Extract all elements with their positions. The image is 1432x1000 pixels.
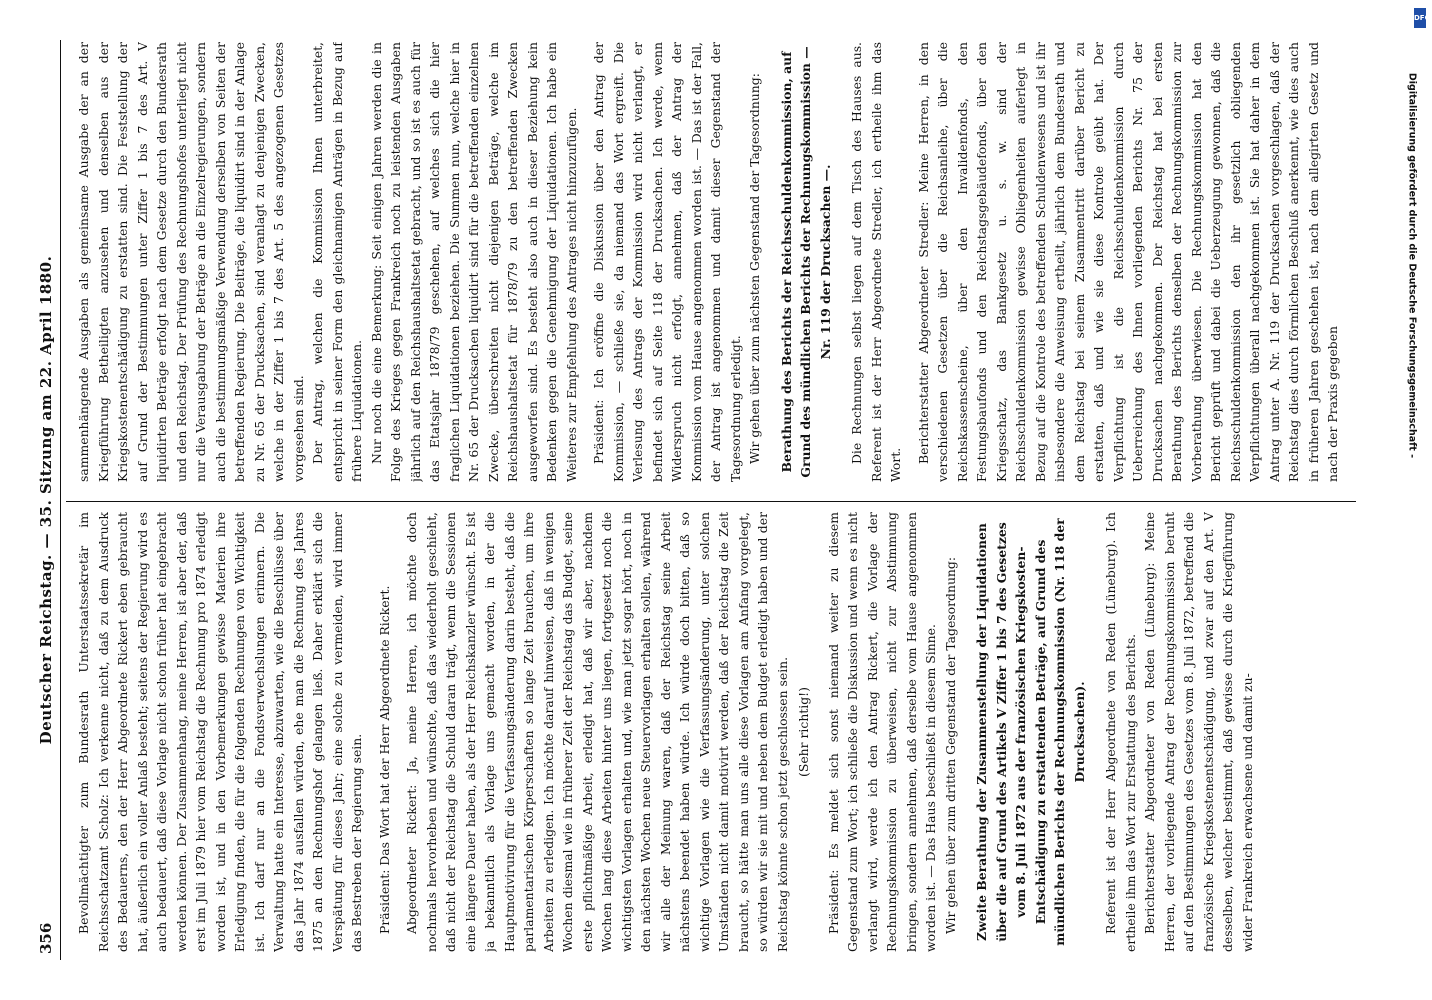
- page-number: 356: [37, 922, 55, 954]
- paragraph: Die Rechnungen selbst liegen auf dem Tisch des Hauses aus. Referent ist der Herr Abgeordnete Stredler, ich ertheile ihm das Wort.: [849, 42, 903, 482]
- paragraph: Präsident: Das Wort hat der Herr Abgeordnete Rickert.: [376, 585, 392, 934]
- paragraph: Referent ist der Herr Abgeordnete von Reden (Lüneburg). Ich ertheile ihm das Wort zur Erstattung des Berichts.: [1103, 512, 1138, 952]
- paragraph: Der Antrag, welchen die Kommission Ihnen unterbreitet, entspricht in seiner Form den gleichnamigen Anträgen in Bezug auf frühere Liquidationen.: [310, 42, 364, 482]
- digitization-credit: Digitalisierung gefördert durch die Deutsche Forschungsgemeinschaft -: [1406, 72, 1418, 459]
- dfg-logo: DFG: [1414, 8, 1426, 28]
- paragraph: Wir gehen über zum nächsten Gegenstand der Tagesordnung:: [747, 73, 762, 464]
- paragraph: Präsident: Ich eröffne die Diskussion über den Antrag der Kommission, — schließe sie, da niemand das Wort ergreift. Die Verlesung des Antrags der Kommission wird nicht verlangt, er befindet sich auf Seite 118 der Drucksachen. Ich werde, wenn Widerspruch nicht erfolgt, annehmen, daß der Antrag der Kommission vom Hause angenommen worden ist. — Das ist der Fall, der Antrag ist angenommen und damit dieser Gegenstand der Tagesordnung erledigt.: [591, 42, 743, 482]
- paragraph: Berichterstatter Abgeordneter von Reden (Lüneburg): Meine Herren, der vorliegende Antrag der Rechnungskommission beruht auf den Bestimmungen des Gesetzes vom 8. Juli 1872, betreffend die französische Kriegskostenentschädigung, und zwar auf den Art. V desselben, welcher bestimmt, daß gewisse durch die Kriegführung wider Frankreich erwachsene und damit zu-: [1142, 512, 1255, 952]
- paragraph: Berichterstatter Abgeordneter Stredler: Meine Herren, in den verschiedenen Gesetzen über die Reichsanleihe, über die Reichskassenscheine, über den Invalidenfonds, den Festungsbaufonds und den Reichstagsgebäudefonds, über den Kriegsschatz, das Bankgesetz u. s. w. sind der Reichsschuldenkommission gewisse Obliegenheiten auferlegt in Bezug auf die Kontrole des betreffenden Schuldenwesens und ist ihr insbesondere die Anweisung ertheilt, jährlich dem Bundesrath und dem Reichstag bei seinem Zusammentritt darüber Bericht zu erstatten, daß und wie sie diese Kontrole geübt hat. Der Verpflichtung ist die Reichsschuldenkommission durch Ueberreichung des Ihnen vorliegenden Berichts Nr. 75 der Drucksachen nachgekommen. Der Reichstag hat bei ersten Berathung des Berichts denselben der Rechnungskommission zur Vorberathung überwiesen. Die Rechnungskommission hat den Bericht geprüft und dabei die Ueberzeugung gewonnen, daß die Reichsschuldenkommission den ihr gesetzlich obliegenden Verpflichtungen überall nachgekommen ist. Sie hat daher in dem Antrag unter A. Nr. 119 der Drucksachen vorgeschlagen, daß der Reichstag dies durch förmlichen Beschluß anerkennt, wie dies auch in früheren Jahren geschehen ist, nach dem allegirten Gesetz und nach der Praxis gegeben: [915, 42, 1340, 482]
- left-column: [74, 512, 1364, 952]
- paragraph: Bevollmächtigter zum Bundesrath Unterstaatssekretär im Reichsschatzamt Scholz: Ich verkenne nicht, daß zu dem Ausdruck des Bedauerns, den der Herr Abgeordnete Rickert eben gebraucht hat, äußerlich ein voller Anlaß besteht; seitens der Regierung wird es auch bedauert, daß diese Vorlage nicht schon früher hat eingebracht werden können. Der Zusammenhang, meine Herren, ist aber der, daß erst im Juli 1879 hier vom Reichstag die Rechnung pro 1874 erledigt worden ist, und in den Vorbemerkungen gewisse Materien ihre Erledigung finden, die für die folgenden Rechnungen von Wichtigkeit ist. Ich darf nur an die Fondsverwechslungen erinnern. Die Verwaltung hatte ein Interesse, abzuwarten, wie die Beschlüsse über das Jahr 1874 ausfallen würden, ehe man die Rechnung des Jahres 1875 an den Rechnungshof gelangen ließ. Daher erklärt sich die Verspätung für dieses Jahr; eine solche zu vermeiden, wird immer das Bestreben der Regierung sein.: [76, 512, 364, 952]
- header-rule: [60, 40, 61, 960]
- paragraph: Präsident: Es meldet sich sonst niemand weiter zu diesem Gegenstand zum Wort; ich schließe die Diskussion und wenn es nicht verlangt wird, werde ich den Antrag Rickert, die Vorlage der Rechnungskommission zu überweisen, nicht zur Abstimmung bringen, sondern annehmen, daß derselbe vom Hause angenommen worden ist. — Das Haus beschließt in diesem Sinne.: [825, 512, 938, 952]
- page-title: Deutscher Reichstag. — 35. Sitzung am 22. April 1880.: [37, 255, 55, 745]
- paragraph: Abgeordneter Rickert: Ja, meine Herren, ich möchte doch nochmals hervorheben und wünschte, daß das wiederholt geschieht, daß nicht der Reichstag die Schuld daran trägt, wenn die Sessionen eine längere Dauer haben, als der Herr Reichskanzler wünscht. Es ist ja bekanntlich als Vorlage uns gemacht worden, in der die Hauptmotivirung für die Verfassungsänderung darin besteht, daß die parlamentarischen Körperschaften so lange Zeit brauchen, um ihre Arbeiten zu erledigen. Ich möchte darauf hinweisen, daß in wenigen Wochen diesmal wie in früherer Zeit der Reichstag das Budget, seine erste pflichtmäßige Arbeit, erledigt hat, daß wir aber, nachdem Wochen lang diese Arbeiten hinter uns liegen, fortgesetzt noch die wichtigsten Vorlagen erhalten und, wie man jetzt sogar hört, noch in den nächsten Wochen neue Steuervorlagen erhalten sollen, während wir alle der Meinung waren, daß der Reichstag seine Arbeit nächstens beendet haben würde. Ich würde doch bitten, daß so wichtige Vorlagen wie die Verfassungsänderung, unter solchen Umständen nicht damit motivirt werden, daß der Reichstag die Zeit braucht, so hätte man uns alle diese Vorlagen am Anfang vorgelegt, so würden wir sie mit und neben dem Budget erledigt haben und der Reichstag könnte schon jetzt geschlossen sein.: [404, 512, 790, 952]
- agenda-heading: Zweite Berathung der Zusammenstellung der Liquidationen über die auf Grund des Artikels V Ziffer 1 bis 7 des Gesetzes vom 8. Juli 1872 aus der französischen Kriegskosten-Entschädigung zu erstattenden Beträge, auf Grund des mündlichen Berichts der Rechnungskommission (Nr. 118 der Drucksachen).: [974, 518, 1087, 946]
- running-header: [34, 40, 58, 960]
- paragraph: sammenhängende Ausgaben als gemeinsame Ausgabe der an der Kriegführung Betheiligten anzusehen und denselben aus der Kriegskostenentschädigung zu erstatten sind. Die Feststellung der auf Grund der Bestimmungen unter Ziffer 1 bis 7 des Art. V liquidirten Beträge erfolgt nach dem Gesetze durch den Bundesrath und den Reichstag. Der Prüfung des Rechnungshofes unterliegt nicht nur die Verausgabung der Beträge an die Einzelregierungen, sondern auch die bestimmungsmäßige Verwendung derselben von Seiten der betreffenden Regierung. Die Beiträge, die liquidirt sind in der Anlage zu Nr. 65 der Drucksachen, sind veranlagt zu denjenigen Zwecken, welche in der Ziffer 1 bis 7 des Art. 5 des angezogenen Gesetzes vorgesehen sind.: [76, 42, 306, 482]
- agenda-heading: Berathung des Berichts der Reichsschuldenkommission, auf Grund des mündlichen Berichts der Rechnungskommission — Nr. 119 der Drucksachen —.: [778, 46, 833, 478]
- dfg-credit-strip: [1406, 0, 1432, 1000]
- interjection: (Sehr richtig!): [796, 687, 811, 777]
- right-column: [74, 42, 1364, 482]
- paragraph: Wir gehen über zum dritten Gegenstand der Tagesordnung:: [942, 556, 958, 934]
- paragraph: Nur noch die eine Bemerkung: Seit einigen Jahren werden die in Folge des Krieges gegen Frankreich noch zu leistenden Ausgaben jährlich auf den Reichshaushaltsetat gebracht, und so ist es auch für das Etatsjahr 1878/79 geschehen, auf welches sich die hier fraglichen Liquidationen beziehen. Die Summen nun, welche hier in Nr. 65 der Drucksachen liquidirt sind für die betreffenden einzelnen Zwecke, überschreiten nicht diejenigen Beträge, welche im Reichshaushaltsetat für 1878/79 zu den betreffenden Zwecken ausgeworfen sind. Es besteht also auch in dieser Beziehung kein Bedenken gegen die Genehmigung der Liquidationen. Ich habe ein Weiteres zur Empfehlung des Antrages nicht hinzuzufügen.: [368, 42, 579, 482]
- column-divider: [66, 501, 1356, 502]
